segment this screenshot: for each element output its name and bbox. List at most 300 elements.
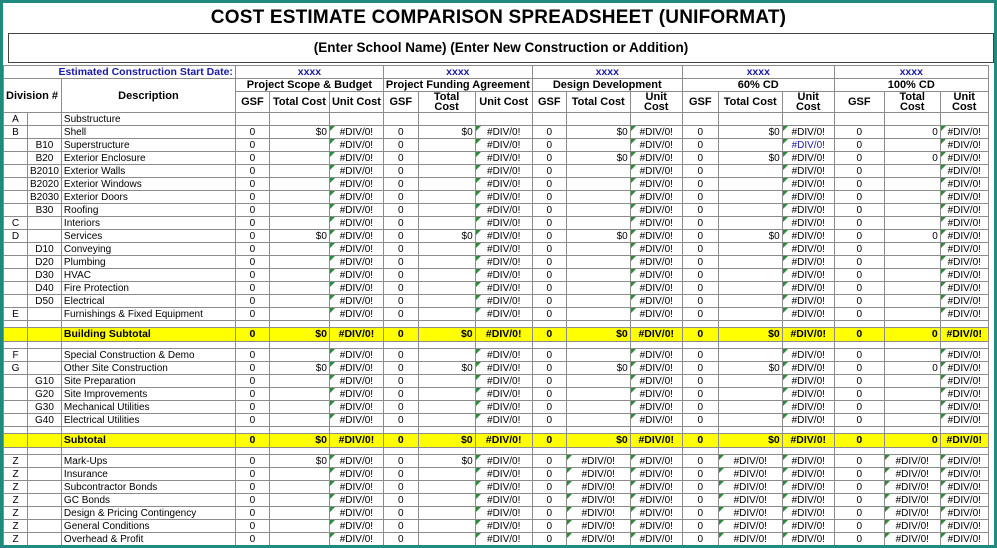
unit-cost-cell[interactable]: #DIV/0!: [475, 243, 532, 256]
division-code[interactable]: D10: [28, 243, 62, 256]
division-letter[interactable]: Z: [4, 468, 28, 481]
total-cost-cell[interactable]: [269, 243, 329, 256]
gsf-cell[interactable]: 0: [532, 388, 566, 401]
unit-cost-cell[interactable]: #DIV/0!: [475, 282, 532, 295]
unit-cost-cell[interactable]: #DIV/0!: [475, 256, 532, 269]
total-cost-cell[interactable]: [566, 256, 630, 269]
division-code[interactable]: [28, 533, 62, 546]
total-cost-cell[interactable]: [718, 178, 782, 191]
unit-cost-cell[interactable]: #DIV/0!: [475, 349, 532, 362]
total-cost-cell[interactable]: $0: [566, 126, 630, 139]
description-cell[interactable]: Electrical: [61, 295, 235, 308]
total-cost-cell[interactable]: #DIV/0!: [884, 520, 940, 533]
total-cost-cell[interactable]: $0: [418, 434, 475, 448]
gsf-cell[interactable]: 0: [235, 139, 269, 152]
total-cost-cell[interactable]: [269, 349, 329, 362]
total-cost-cell[interactable]: [269, 282, 329, 295]
unit-cost-cell[interactable]: #DIV/0!: [782, 388, 834, 401]
unit-cost-cell[interactable]: #DIV/0!: [630, 165, 682, 178]
total-cost-cell[interactable]: $0: [269, 328, 329, 342]
unit-cost-cell[interactable]: #DIV/0!: [329, 494, 383, 507]
gsf-cell[interactable]: 0: [235, 282, 269, 295]
gsf-cell[interactable]: 0: [383, 494, 418, 507]
unit-cost-cell[interactable]: #DIV/0!: [475, 375, 532, 388]
total-cost-cell[interactable]: $0: [566, 362, 630, 375]
description-cell[interactable]: Fire Protection: [61, 282, 235, 295]
division-letter[interactable]: [4, 269, 28, 282]
gsf-cell[interactable]: 0: [383, 388, 418, 401]
total-cost-cell[interactable]: #DIV/0!: [884, 533, 940, 546]
gsf-cell[interactable]: 0: [235, 230, 269, 243]
gsf-cell[interactable]: 0: [682, 388, 718, 401]
unit-cost-cell[interactable]: #DIV/0!: [940, 243, 988, 256]
total-cost-cell[interactable]: [418, 295, 475, 308]
total-cost-cell[interactable]: [566, 217, 630, 230]
gsf-cell[interactable]: 0: [383, 468, 418, 481]
division-code[interactable]: B2010: [28, 165, 62, 178]
total-cost-cell[interactable]: #DIV/0!: [566, 455, 630, 468]
unit-cost-cell[interactable]: #DIV/0!: [475, 533, 532, 546]
gsf-cell[interactable]: 0: [834, 455, 884, 468]
gsf-cell[interactable]: 0: [682, 178, 718, 191]
unit-cost-cell[interactable]: #DIV/0!: [782, 243, 834, 256]
total-cost-cell[interactable]: [269, 468, 329, 481]
gsf-cell[interactable]: 0: [532, 349, 566, 362]
unit-cost-cell[interactable]: #DIV/0!: [329, 455, 383, 468]
division-letter[interactable]: A: [4, 113, 28, 126]
division-code[interactable]: [28, 455, 62, 468]
unit-cost-cell[interactable]: #DIV/0!: [940, 533, 988, 546]
division-code[interactable]: G20: [28, 388, 62, 401]
unit-cost-cell[interactable]: #DIV/0!: [329, 401, 383, 414]
description-cell[interactable]: Site Improvements: [61, 388, 235, 401]
unit-cost-cell[interactable]: #DIV/0!: [782, 494, 834, 507]
gsf-cell[interactable]: 0: [834, 269, 884, 282]
total-cost-cell[interactable]: [418, 414, 475, 427]
gsf-cell[interactable]: 0: [383, 308, 418, 321]
gsf-cell[interactable]: 0: [383, 126, 418, 139]
gsf-cell[interactable]: 0: [834, 243, 884, 256]
description-cell[interactable]: Mark-Ups: [61, 455, 235, 468]
school-name-cell[interactable]: (Enter School Name) (Enter New Construction or Addition): [8, 33, 994, 63]
division-letter[interactable]: D: [4, 230, 28, 243]
division-letter[interactable]: F: [4, 349, 28, 362]
gsf-cell[interactable]: 0: [235, 533, 269, 546]
total-cost-cell[interactable]: [884, 388, 940, 401]
division-code[interactable]: D40: [28, 282, 62, 295]
gsf-cell[interactable]: [682, 113, 718, 126]
total-cost-cell[interactable]: #DIV/0!: [884, 481, 940, 494]
gsf-cell[interactable]: 0: [235, 126, 269, 139]
total-cost-cell[interactable]: [566, 178, 630, 191]
division-code[interactable]: [28, 113, 62, 126]
gsf-cell[interactable]: 0: [682, 256, 718, 269]
total-cost-cell[interactable]: [884, 178, 940, 191]
total-cost-cell[interactable]: 0: [884, 230, 940, 243]
gsf-cell[interactable]: 0: [532, 152, 566, 165]
total-cost-cell[interactable]: [269, 256, 329, 269]
total-cost-cell[interactable]: [418, 375, 475, 388]
unit-cost-cell[interactable]: #DIV/0!: [329, 165, 383, 178]
unit-cost-cell[interactable]: #DIV/0!: [630, 328, 682, 342]
gsf-cell[interactable]: 0: [834, 349, 884, 362]
total-cost-cell[interactable]: [418, 217, 475, 230]
gsf-cell[interactable]: 0: [682, 481, 718, 494]
total-cost-cell[interactable]: [566, 349, 630, 362]
total-cost-cell[interactable]: [269, 204, 329, 217]
unit-cost-cell[interactable]: #DIV/0!: [475, 165, 532, 178]
division-letter[interactable]: C: [4, 217, 28, 230]
description-cell[interactable]: GC Bonds: [61, 494, 235, 507]
unit-cost-cell[interactable]: #DIV/0!: [782, 152, 834, 165]
unit-cost-cell[interactable]: #DIV/0!: [940, 349, 988, 362]
unit-cost-cell[interactable]: #DIV/0!: [940, 178, 988, 191]
gsf-cell[interactable]: 0: [235, 152, 269, 165]
gsf-cell[interactable]: 0: [834, 152, 884, 165]
unit-cost-cell[interactable]: #DIV/0!: [940, 434, 988, 448]
total-cost-cell[interactable]: [418, 349, 475, 362]
unit-cost-cell[interactable]: #DIV/0!: [940, 362, 988, 375]
division-letter[interactable]: G: [4, 362, 28, 375]
total-cost-cell[interactable]: #DIV/0!: [566, 520, 630, 533]
unit-cost-cell[interactable]: #DIV/0!: [475, 414, 532, 427]
gsf-cell[interactable]: 0: [383, 375, 418, 388]
division-letter[interactable]: [4, 165, 28, 178]
gsf-cell[interactable]: 0: [682, 295, 718, 308]
total-cost-cell[interactable]: [269, 113, 329, 126]
total-cost-cell[interactable]: [418, 139, 475, 152]
total-cost-cell[interactable]: [418, 178, 475, 191]
total-cost-cell[interactable]: [718, 401, 782, 414]
total-cost-cell[interactable]: [718, 139, 782, 152]
total-cost-cell[interactable]: [418, 468, 475, 481]
total-cost-cell[interactable]: [566, 243, 630, 256]
division-letter[interactable]: [4, 243, 28, 256]
gsf-cell[interactable]: 0: [383, 295, 418, 308]
gsf-cell[interactable]: 0: [383, 282, 418, 295]
gsf-cell[interactable]: 0: [235, 256, 269, 269]
gsf-cell[interactable]: 0: [383, 349, 418, 362]
unit-cost-cell[interactable]: #DIV/0!: [475, 468, 532, 481]
gsf-cell[interactable]: 0: [235, 362, 269, 375]
unit-cost-cell[interactable]: #DIV/0!: [630, 481, 682, 494]
unit-cost-cell[interactable]: #DIV/0!: [782, 328, 834, 342]
total-cost-cell[interactable]: [884, 269, 940, 282]
unit-cost-cell[interactable]: [940, 113, 988, 126]
total-cost-cell[interactable]: [269, 295, 329, 308]
unit-cost-cell[interactable]: #DIV/0!: [782, 282, 834, 295]
total-cost-cell[interactable]: #DIV/0!: [718, 520, 782, 533]
gsf-cell[interactable]: 0: [834, 256, 884, 269]
gsf-cell[interactable]: 0: [383, 520, 418, 533]
unit-cost-cell[interactable]: #DIV/0!: [630, 362, 682, 375]
total-cost-cell[interactable]: #DIV/0!: [884, 468, 940, 481]
phase-date-cell[interactable]: xxxx: [834, 66, 988, 79]
division-code[interactable]: [28, 507, 62, 520]
unit-cost-cell[interactable]: #DIV/0!: [475, 152, 532, 165]
total-cost-cell[interactable]: [566, 269, 630, 282]
division-code[interactable]: B10: [28, 139, 62, 152]
division-code[interactable]: B2030: [28, 191, 62, 204]
gsf-cell[interactable]: 0: [235, 349, 269, 362]
unit-cost-cell[interactable]: #DIV/0!: [630, 494, 682, 507]
division-code[interactable]: [28, 520, 62, 533]
description-cell[interactable]: Roofing: [61, 204, 235, 217]
total-cost-cell[interactable]: #DIV/0!: [884, 455, 940, 468]
total-cost-cell[interactable]: [269, 520, 329, 533]
gsf-cell[interactable]: 0: [235, 191, 269, 204]
unit-cost-cell[interactable]: #DIV/0!: [782, 256, 834, 269]
unit-cost-cell[interactable]: #DIV/0!: [329, 230, 383, 243]
gsf-cell[interactable]: 0: [235, 494, 269, 507]
total-cost-cell[interactable]: [418, 269, 475, 282]
division-code[interactable]: [28, 217, 62, 230]
total-cost-cell[interactable]: [718, 165, 782, 178]
gsf-cell[interactable]: 0: [383, 178, 418, 191]
unit-cost-cell[interactable]: #DIV/0!: [940, 468, 988, 481]
unit-cost-cell[interactable]: #DIV/0!: [329, 152, 383, 165]
description-cell[interactable]: Mechanical Utilities: [61, 401, 235, 414]
unit-cost-cell[interactable]: #DIV/0!: [630, 191, 682, 204]
gsf-cell[interactable]: 0: [834, 401, 884, 414]
total-cost-cell[interactable]: #DIV/0!: [566, 494, 630, 507]
total-cost-cell[interactable]: [884, 165, 940, 178]
unit-cost-cell[interactable]: #DIV/0!: [329, 414, 383, 427]
unit-cost-cell[interactable]: [475, 113, 532, 126]
total-cost-cell[interactable]: [884, 256, 940, 269]
gsf-cell[interactable]: 0: [682, 434, 718, 448]
gsf-cell[interactable]: 0: [383, 481, 418, 494]
unit-cost-cell[interactable]: #DIV/0!: [630, 414, 682, 427]
unit-cost-cell[interactable]: #DIV/0!: [329, 139, 383, 152]
gsf-cell[interactable]: 0: [383, 165, 418, 178]
gsf-cell[interactable]: 0: [834, 139, 884, 152]
total-cost-cell[interactable]: [718, 256, 782, 269]
total-cost-cell[interactable]: [269, 308, 329, 321]
gsf-cell[interactable]: 0: [383, 533, 418, 546]
total-cost-cell[interactable]: [269, 165, 329, 178]
gsf-cell[interactable]: 0: [235, 388, 269, 401]
total-cost-cell[interactable]: [718, 308, 782, 321]
total-cost-cell[interactable]: [418, 204, 475, 217]
unit-cost-cell[interactable]: #DIV/0!: [329, 217, 383, 230]
gsf-cell[interactable]: 0: [235, 401, 269, 414]
gsf-cell[interactable]: 0: [834, 308, 884, 321]
gsf-cell[interactable]: 0: [383, 434, 418, 448]
gsf-cell[interactable]: 0: [532, 269, 566, 282]
division-letter[interactable]: Z: [4, 520, 28, 533]
gsf-cell[interactable]: 0: [383, 328, 418, 342]
division-letter[interactable]: [4, 295, 28, 308]
division-letter[interactable]: [4, 282, 28, 295]
unit-cost-cell[interactable]: #DIV/0!: [329, 388, 383, 401]
gsf-cell[interactable]: 0: [532, 282, 566, 295]
unit-cost-cell[interactable]: #DIV/0!: [782, 217, 834, 230]
unit-cost-cell[interactable]: #DIV/0!: [475, 388, 532, 401]
gsf-cell[interactable]: [532, 113, 566, 126]
description-cell[interactable]: Conveying: [61, 243, 235, 256]
unit-cost-cell[interactable]: #DIV/0!: [329, 269, 383, 282]
unit-cost-cell[interactable]: #DIV/0!: [782, 191, 834, 204]
total-cost-cell[interactable]: [269, 217, 329, 230]
total-cost-cell[interactable]: [884, 295, 940, 308]
gsf-cell[interactable]: 0: [682, 152, 718, 165]
unit-cost-cell[interactable]: #DIV/0!: [940, 191, 988, 204]
total-cost-cell[interactable]: $0: [418, 230, 475, 243]
unit-cost-cell[interactable]: #DIV/0!: [329, 520, 383, 533]
description-cell[interactable]: Electrical Utilities: [61, 414, 235, 427]
division-code[interactable]: [28, 126, 62, 139]
gsf-cell[interactable]: 0: [682, 243, 718, 256]
total-cost-cell[interactable]: $0: [566, 434, 630, 448]
description-cell[interactable]: Plumbing: [61, 256, 235, 269]
division-letter[interactable]: [4, 388, 28, 401]
gsf-cell[interactable]: 0: [834, 533, 884, 546]
unit-cost-cell[interactable]: #DIV/0!: [782, 468, 834, 481]
total-cost-cell[interactable]: [418, 282, 475, 295]
total-cost-cell[interactable]: [884, 414, 940, 427]
unit-cost-cell[interactable]: #DIV/0!: [782, 434, 834, 448]
subtotal-label[interactable]: Building Subtotal: [61, 328, 235, 342]
total-cost-cell[interactable]: [269, 191, 329, 204]
gsf-cell[interactable]: 0: [834, 520, 884, 533]
total-cost-cell[interactable]: [884, 308, 940, 321]
total-cost-cell[interactable]: [718, 349, 782, 362]
total-cost-cell[interactable]: [269, 152, 329, 165]
gsf-cell[interactable]: 0: [235, 414, 269, 427]
total-cost-cell[interactable]: [884, 217, 940, 230]
total-cost-cell[interactable]: $0: [269, 434, 329, 448]
gsf-cell[interactable]: 0: [532, 375, 566, 388]
total-cost-cell[interactable]: [884, 113, 940, 126]
total-cost-cell[interactable]: #DIV/0!: [718, 494, 782, 507]
total-cost-cell[interactable]: [269, 375, 329, 388]
gsf-cell[interactable]: 0: [235, 328, 269, 342]
gsf-cell[interactable]: 0: [383, 507, 418, 520]
gsf-cell[interactable]: 0: [235, 204, 269, 217]
description-cell[interactable]: HVAC: [61, 269, 235, 282]
gsf-cell[interactable]: 0: [682, 349, 718, 362]
total-cost-cell[interactable]: [418, 191, 475, 204]
division-letter[interactable]: Z: [4, 494, 28, 507]
gsf-cell[interactable]: 0: [532, 243, 566, 256]
total-cost-cell[interactable]: #DIV/0!: [566, 533, 630, 546]
gsf-cell[interactable]: 0: [532, 165, 566, 178]
total-cost-cell[interactable]: [566, 401, 630, 414]
gsf-cell[interactable]: 0: [383, 269, 418, 282]
unit-cost-cell[interactable]: #DIV/0!: [329, 349, 383, 362]
total-cost-cell[interactable]: [884, 282, 940, 295]
gsf-cell[interactable]: 0: [682, 126, 718, 139]
gsf-cell[interactable]: 0: [532, 494, 566, 507]
unit-cost-cell[interactable]: #DIV/0!: [630, 434, 682, 448]
total-cost-cell[interactable]: [566, 375, 630, 388]
gsf-cell[interactable]: 0: [532, 434, 566, 448]
unit-cost-cell[interactable]: #DIV/0!: [782, 375, 834, 388]
gsf-cell[interactable]: 0: [682, 165, 718, 178]
unit-cost-cell[interactable]: #DIV/0!: [782, 230, 834, 243]
unit-cost-cell[interactable]: #DIV/0!: [940, 507, 988, 520]
unit-cost-cell[interactable]: #DIV/0!: [940, 139, 988, 152]
gsf-cell[interactable]: 0: [383, 152, 418, 165]
gsf-cell[interactable]: 0: [834, 388, 884, 401]
gsf-cell[interactable]: 0: [834, 375, 884, 388]
gsf-cell[interactable]: 0: [834, 282, 884, 295]
total-cost-cell[interactable]: [418, 113, 475, 126]
gsf-cell[interactable]: 0: [834, 468, 884, 481]
unit-cost-cell[interactable]: #DIV/0!: [630, 204, 682, 217]
gsf-cell[interactable]: 0: [235, 481, 269, 494]
gsf-cell[interactable]: 0: [682, 308, 718, 321]
unit-cost-cell[interactable]: #DIV/0!: [475, 308, 532, 321]
total-cost-cell[interactable]: $0: [269, 362, 329, 375]
description-cell[interactable]: Interiors: [61, 217, 235, 230]
unit-cost-cell[interactable]: #DIV/0!: [329, 243, 383, 256]
unit-cost-cell[interactable]: #DIV/0!: [630, 308, 682, 321]
gsf-cell[interactable]: 0: [834, 295, 884, 308]
gsf-cell[interactable]: 0: [682, 139, 718, 152]
unit-cost-cell[interactable]: #DIV/0!: [782, 362, 834, 375]
total-cost-cell[interactable]: #DIV/0!: [718, 468, 782, 481]
gsf-cell[interactable]: [834, 113, 884, 126]
description-cell[interactable]: General Conditions: [61, 520, 235, 533]
unit-cost-cell[interactable]: #DIV/0!: [475, 178, 532, 191]
gsf-cell[interactable]: 0: [383, 243, 418, 256]
total-cost-cell[interactable]: [718, 282, 782, 295]
total-cost-cell[interactable]: #DIV/0!: [884, 507, 940, 520]
phase-date-cell[interactable]: xxxx: [532, 66, 682, 79]
unit-cost-cell[interactable]: #DIV/0!: [329, 178, 383, 191]
gsf-cell[interactable]: 0: [532, 308, 566, 321]
division-letter[interactable]: [4, 401, 28, 414]
gsf-cell[interactable]: 0: [235, 520, 269, 533]
total-cost-cell[interactable]: [418, 165, 475, 178]
division-letter[interactable]: E: [4, 308, 28, 321]
total-cost-cell[interactable]: [566, 414, 630, 427]
total-cost-cell[interactable]: [718, 191, 782, 204]
gsf-cell[interactable]: 0: [235, 308, 269, 321]
unit-cost-cell[interactable]: #DIV/0!: [329, 295, 383, 308]
gsf-cell[interactable]: 0: [834, 230, 884, 243]
unit-cost-cell[interactable]: #DIV/0!: [782, 126, 834, 139]
total-cost-cell[interactable]: $0: [418, 328, 475, 342]
unit-cost-cell[interactable]: #DIV/0!: [329, 256, 383, 269]
unit-cost-cell[interactable]: #DIV/0!: [329, 434, 383, 448]
gsf-cell[interactable]: 0: [383, 455, 418, 468]
total-cost-cell[interactable]: [269, 269, 329, 282]
division-letter[interactable]: [4, 256, 28, 269]
unit-cost-cell[interactable]: #DIV/0!: [782, 165, 834, 178]
total-cost-cell[interactable]: $0: [718, 126, 782, 139]
division-code[interactable]: [28, 349, 62, 362]
gsf-cell[interactable]: 0: [532, 178, 566, 191]
total-cost-cell[interactable]: [566, 388, 630, 401]
division-letter[interactable]: Z: [4, 507, 28, 520]
total-cost-cell[interactable]: $0: [269, 455, 329, 468]
gsf-cell[interactable]: 0: [682, 533, 718, 546]
gsf-cell[interactable]: 0: [834, 434, 884, 448]
division-letter[interactable]: [4, 139, 28, 152]
total-cost-cell[interactable]: #DIV/0!: [884, 494, 940, 507]
division-code[interactable]: [28, 308, 62, 321]
description-cell[interactable]: Overhead & Profit: [61, 533, 235, 546]
unit-cost-cell[interactable]: #DIV/0!: [475, 204, 532, 217]
unit-cost-cell[interactable]: #DIV/0!: [630, 217, 682, 230]
gsf-cell[interactable]: 0: [834, 204, 884, 217]
gsf-cell[interactable]: 0: [383, 230, 418, 243]
unit-cost-cell[interactable]: #DIV/0!: [940, 375, 988, 388]
total-cost-cell[interactable]: $0: [566, 230, 630, 243]
